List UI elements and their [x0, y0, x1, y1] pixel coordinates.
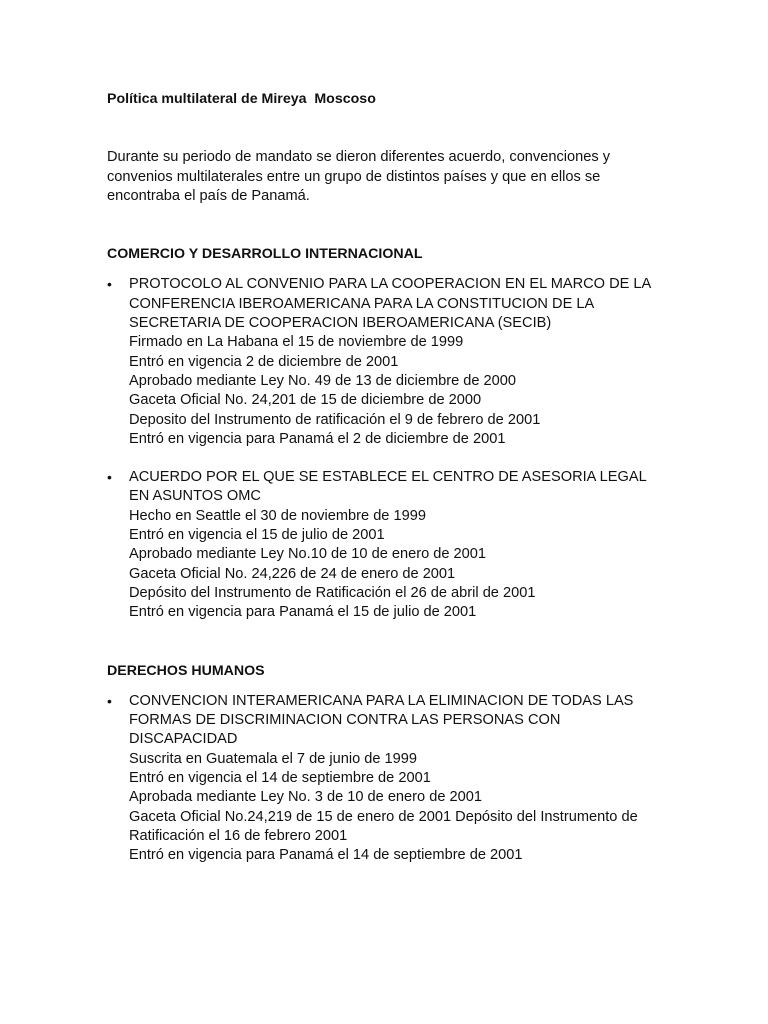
treaty-detail: Gaceta Oficial No. 24,201 de 15 de diciembre de 2000 [129, 392, 482, 409]
treaty-item [107, 275, 668, 449]
treaty-detail: Entró en vigencia 2 de diciembre de 2001 [129, 353, 399, 370]
treaty-detail: Firmado en La Habana el 15 de noviembre de 1999 [129, 334, 464, 351]
document-title: Política multilateral de Mireya Moscoso [107, 91, 376, 107]
treaty-detail: Entró en vigencia para Panamá el 14 de septiembre de 2001 [129, 847, 523, 864]
treaty-item [107, 692, 668, 866]
bullet-icon: • [107, 276, 112, 293]
bullet-icon: • [107, 469, 112, 486]
treaty-detail: Gaceta Oficial No.24,219 de 15 de enero de 2001 Depósito del Instrumento de Ratificación el 16 de febrero 2001 [129, 808, 638, 844]
treaty-detail: Entró en vigencia el 15 de julio de 2001 [129, 527, 385, 544]
treaty-item [107, 468, 668, 622]
treaty-detail: Aprobado mediante Ley No.10 de 10 de enero de 2001 [129, 546, 487, 563]
treaty-list-derechos [107, 692, 668, 866]
treaty-detail: Aprobado mediante Ley No. 49 de 13 de diciembre de 2000 [129, 372, 517, 389]
treaty-detail: Gaceta Oficial No. 24,226 de 24 de enero de 2001 [129, 565, 456, 582]
treaty-detail: Suscrita en Guatemala el 7 de junio de 1999 [129, 750, 418, 767]
intro-paragraph: Durante su periodo de mandato se dieron diferentes acuerdo, convenciones y convenios multilaterales entre un grupo de distintos países y que en ellos se encontraba el país de Panamá. [107, 149, 610, 204]
treaty-detail: Aprobada mediante Ley No. 3 de 10 de enero de 2001 [129, 789, 482, 806]
treaty-title: PROTOCOLO AL CONVENIO PARA LA COOPERACION EN EL MARCO DE LA CONFERENCIA IBEROAMERICANA PARA LA CONSTITUCION DE LA SECRETARIA DE COOPERACION IBEROAMERICANA (SECIB) [129, 276, 651, 332]
treaty-title: ACUERDO POR EL QUE SE ESTABLECE EL CENTRO DE ASESORIA LEGAL EN ASUNTOS OMC [129, 469, 647, 505]
section-heading-comercio: COMERCIO Y DESARROLLO INTERNACIONAL [107, 246, 423, 263]
treaty-list-comercio [107, 275, 668, 622]
treaty-title: CONVENCION INTERAMERICANA PARA LA ELIMINACION DE TODAS LAS FORMAS DE DISCRIMINACION CONTRA LAS PERSONAS CON DISCAPACIDAD [129, 692, 634, 748]
section-heading-derechos: DERECHOS HUMANOS [107, 662, 265, 679]
bullet-icon: • [107, 692, 112, 709]
treaty-detail: Hecho en Seattle el 30 de noviembre de 1999 [129, 507, 426, 524]
treaty-detail: Entró en vigencia el 14 de septiembre de 2001 [129, 770, 431, 787]
treaty-detail: Deposito del Instrumento de ratificación el 9 de febrero de 2001 [129, 411, 541, 428]
treaty-detail: Entró en vigencia para Panamá el 15 de julio de 2001 [129, 604, 477, 621]
treaty-detail: Depósito del Instrumento de Ratificación el 26 de abril de 2001 [129, 584, 536, 601]
treaty-detail: Entró en vigencia para Panamá el 2 de diciembre de 2001 [129, 430, 506, 447]
